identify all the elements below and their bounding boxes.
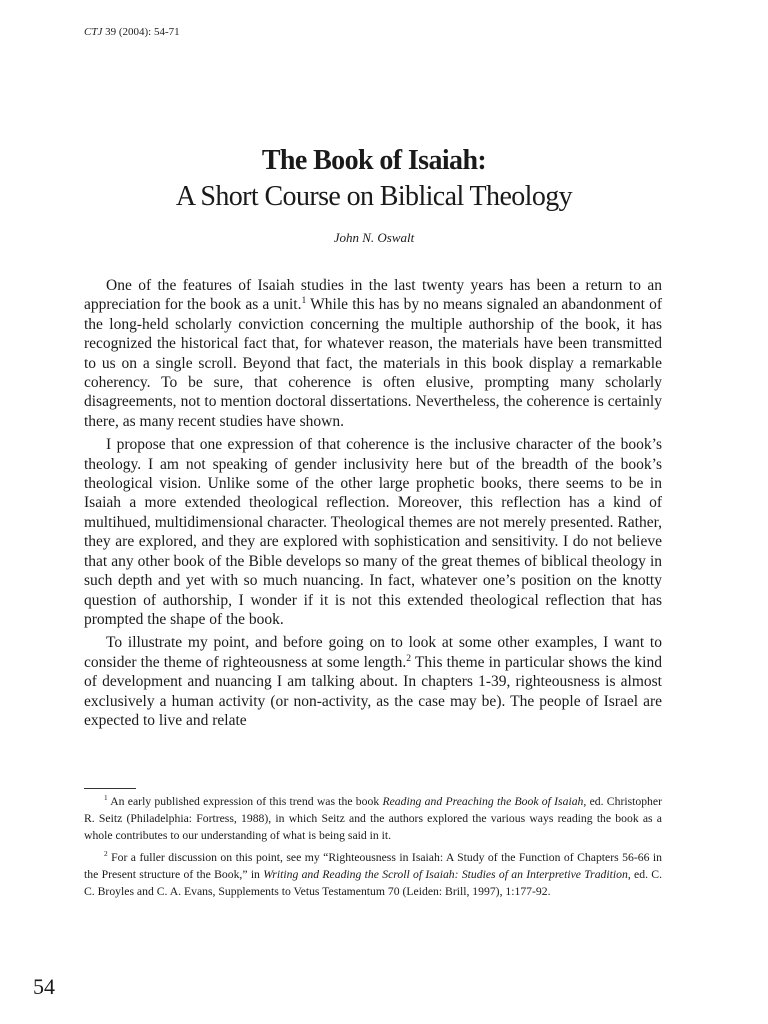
body-paragraph: I propose that one expression of that coherence is the inclusive character of the book’s theology. I am not speaking of gender inclusivity here but of the breadth of the book’s theological vision. Unlike some of the other large prophetic books, there seems to be in Isaiah a more extended theological reflection. Moreover, this reflection has a kind of multihued, multidimensional character. Theological themes are not merely presented. Rather, they are explored, and they are explored with sophistication and sensitivity. I do not believe that any other book of the Bible develops so many of the great themes of biblical theology in such depth and yet with so much nuancing. In fact, whatever one’s position on the knotty question of authorship, I wonder if it is not this extended theological reflection that has prompted the shape of the book. (84, 436, 662, 628)
article-body (84, 276, 662, 734)
volume-year-pages: 39 (2004): 54-71 (102, 26, 180, 38)
article-subtitle: A Short Course on Biblical Theology (175, 181, 573, 212)
article-author: John N. Oswalt (333, 230, 415, 245)
footnote-text: , ed. Christopher R. Seitz (Philadelphia: Fortress, 1988), in which Seitz and the authors explored the various ways reading the book as a whole contributes to our understanding of what is being said in it. (84, 795, 662, 842)
footnote (84, 793, 662, 844)
footnote-text: An early published expression of this trend was the book (107, 795, 383, 808)
paragraph-text: To illustrate my point, and before going on to look at some other examples, I want to consider the theme of righteousness at some length. (84, 634, 662, 671)
footnote (84, 849, 662, 900)
footnotes (84, 793, 662, 905)
body-paragraph (84, 276, 662, 431)
journal-citation (84, 26, 180, 38)
paragraph-text: While this has by no means signaled an abandonment of the long-held scholarly conviction concerning the multiple authorship of the book, it has recognized the historical fact that, for whatever reason, the materials have been transmitted to us on a single scroll. Beyond that fact, the materials in this book display a remarkable coherency. To be sure, that coherence is often elusive, prompting many scholarly disagreements, not to mention doctoral dissertations. Nevertheless, the coherence is certainly there, as many recent studies have shown. (84, 296, 662, 430)
article-heading (84, 143, 664, 246)
footnote-number: 2 (104, 850, 108, 859)
footnote-number: 1 (104, 794, 108, 803)
footnote-text: , ed. C. C. Broyles and C. A. Evans, Supplements to Vetus Testamentum 70 (Leiden: Brill, 1997), 1:177-92. (84, 868, 663, 898)
footnote-reference[interactable]: 2 (406, 652, 412, 664)
body-paragraph (84, 633, 662, 730)
journal-abbreviation: CTJ (84, 26, 103, 38)
footnote-divider (84, 788, 136, 789)
cited-book-title: Writing and Reading the Scroll of Isaiah: Studies of an Interpretive Tradition (263, 868, 628, 881)
page-number: 54 (33, 974, 55, 999)
cited-book-title: Reading and Preaching the Book of Isaiah (382, 795, 584, 808)
article-title: The Book of Isaiah: (261, 145, 487, 176)
footnote-text: For a fuller discussion on this point, see my “Righteousness in Isaiah: A Study of the Function of Chapters 56-66 in the Present structure of the Book,” in (84, 851, 662, 881)
paragraph-text: One of the features of Isaiah studies in the last twenty years has been a return to an appreciation for the book as a unit. (84, 277, 662, 314)
paragraph-text: This theme in particular shows the kind of development and nuancing I am talking about. In chapters 1-39, righteousness is almost exclusively a human activity (or non-activity, as the case may be). The people of Israel are expected to live and relate (84, 653, 662, 729)
footnote-reference[interactable]: 1 (301, 295, 307, 307)
